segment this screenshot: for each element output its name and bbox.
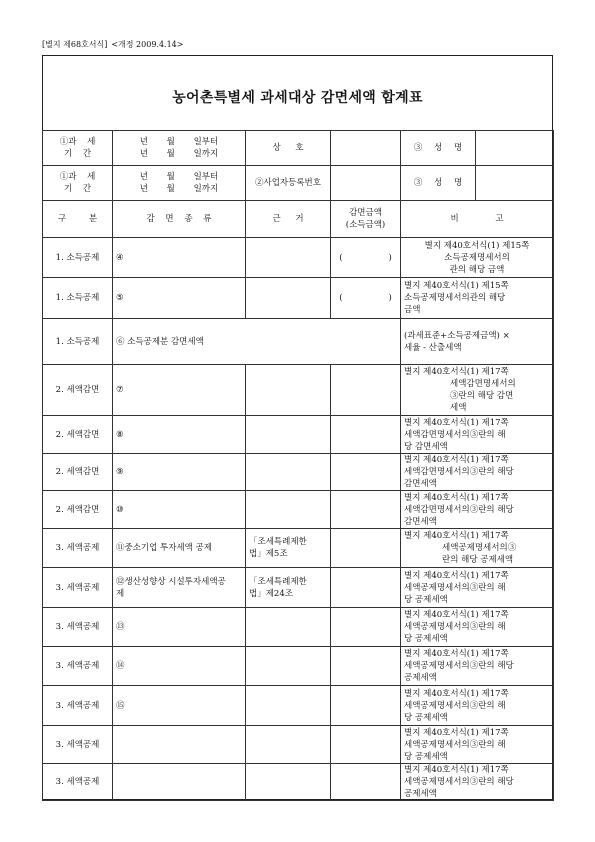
deduction-kind-cell	[113, 529, 246, 568]
revision-date: <개정 2009.4.14>	[111, 40, 184, 49]
remarks-line: 세액공제명세서의③란의 해	[404, 582, 506, 593]
legal-basis-label: 「조세특례제한	[249, 576, 307, 587]
legal-basis-cell	[246, 686, 331, 726]
legal-basis-cell	[246, 416, 331, 454]
amount-placeholder: ( )	[339, 293, 392, 303]
legal-basis-cell	[246, 764, 331, 801]
category-label: 2. 세액감면	[55, 504, 100, 515]
category-label: 1. 소득공제	[55, 336, 100, 347]
deduction-kind-label: 제	[116, 588, 125, 599]
table-row	[43, 238, 554, 278]
header-basis	[246, 201, 331, 238]
amount-cell	[331, 568, 401, 608]
deduction-kind-cell	[113, 319, 401, 365]
category-label: 1. 소득공제	[55, 252, 100, 263]
remarks-line: 감면세액	[404, 516, 437, 527]
table-row	[43, 454, 554, 491]
legal-basis-label: 법」제24조	[249, 588, 293, 599]
category-cell	[43, 764, 113, 801]
period-start: 년 월 일부터	[139, 172, 219, 182]
info-row	[43, 166, 554, 201]
remarks-line: 별지 제40호서식(1) 제17쪽	[404, 531, 509, 541]
deduction-kind-cell	[113, 608, 246, 647]
deduction-kind-label: ⑧	[116, 429, 124, 440]
amount-cell	[331, 529, 401, 568]
legal-basis-cell	[246, 529, 331, 568]
info-row	[43, 131, 554, 166]
header-amount-label: 감면금액	[349, 208, 382, 218]
remarks-line: 세액공제명세서의③란의 해당	[404, 661, 514, 671]
form-number-label	[42, 40, 183, 50]
remarks-line: 세율 - 산출세액	[404, 342, 462, 353]
tax-period-dates-cell	[113, 131, 246, 166]
remarks-cell	[401, 568, 554, 608]
category-label: 3. 세액공제	[55, 622, 100, 632]
amount-cell	[331, 726, 401, 764]
business-name-label: 상 호	[272, 143, 304, 153]
business-number-value-cell	[331, 166, 401, 201]
remarks-line: 세액공제명세서의③	[442, 543, 517, 553]
remarks-cell	[401, 365, 554, 416]
remarks-cell	[401, 319, 554, 365]
legal-basis-cell	[246, 278, 331, 319]
legal-basis-label: 법」제5조	[249, 549, 288, 559]
deduction-kind-label: ④	[116, 252, 124, 263]
amount-placeholder: ( )	[339, 252, 392, 263]
category-cell	[43, 238, 113, 278]
category-cell	[43, 568, 113, 608]
amount-cell	[331, 608, 401, 647]
category-cell	[43, 491, 113, 529]
category-label: 3. 세액공제	[55, 543, 100, 553]
category-label: 2. 세액감면	[55, 467, 100, 477]
header-remarks-label: 비 고	[450, 214, 504, 224]
name-label: ③ 성 명	[413, 178, 463, 188]
remarks-cell	[401, 647, 554, 686]
legal-basis-cell	[246, 647, 331, 686]
deduction-kind-label: ⑦	[116, 385, 124, 395]
category-label: 3. 세액공제	[55, 582, 100, 593]
period-end: 년 월 일까지	[139, 149, 219, 159]
remarks-cell	[401, 764, 554, 801]
page-title: 농어촌특별세 과세대상 감면세액 합계표	[172, 90, 423, 106]
tax-period-label-cell	[43, 131, 113, 166]
remarks-cell	[401, 608, 554, 647]
remarks-line: 세액감면명세서의③란의 해당	[404, 504, 514, 515]
category-label: 3. 세액공제	[55, 661, 100, 671]
table-row	[43, 365, 554, 416]
remarks-line: 별지 제40호서식(1) 제17쪽	[404, 765, 509, 775]
category-cell	[43, 454, 113, 491]
deduction-kind-cell	[113, 686, 246, 726]
table-row	[43, 647, 554, 686]
category-cell	[43, 319, 113, 365]
deduction-kind-cell	[113, 365, 246, 416]
period-start: 년 월 일부터	[139, 137, 219, 147]
remarks-line: 별지 제40호서식(1) 제17쪽	[404, 727, 509, 738]
remarks-cell	[401, 529, 554, 568]
deduction-kind-label: ⑨	[116, 467, 124, 477]
category-cell	[43, 647, 113, 686]
remarks-line: 세액감면명세서의③란의 해당	[404, 467, 514, 477]
header-basis-label: 근 거	[272, 214, 304, 224]
period-end: 년 월 일까지	[139, 184, 219, 194]
remarks-line: 당 공제세액	[404, 594, 448, 605]
table-row	[43, 416, 554, 454]
tax-period-label: ①과 세	[59, 137, 96, 147]
remarks-line: 세액공제명세서의③란의 해	[404, 739, 506, 750]
deduction-kind-label: ⑭	[116, 661, 125, 671]
remarks-line: 공제세액	[404, 673, 437, 683]
amount-cell	[331, 491, 401, 529]
remarks-line: 공제세액	[404, 789, 437, 799]
category-label: 3. 세액공제	[55, 777, 100, 787]
amount-cell	[331, 686, 401, 726]
remarks-line: 세액	[450, 403, 467, 413]
remarks-line: 별지 제40호서식(1) 제17쪽	[404, 455, 509, 465]
name-value-cell	[476, 131, 554, 166]
remarks-line: 별지 제40호서식(1) 제17쪽	[404, 367, 509, 377]
legal-basis-cell	[246, 238, 331, 278]
table-row	[43, 529, 554, 568]
deduction-kind-label: ⑩	[116, 504, 124, 515]
deduction-kind-cell	[113, 726, 246, 764]
remarks-cell	[401, 686, 554, 726]
category-label: 3. 세액공제	[55, 700, 100, 711]
remarks-line: 별지 제40호서식(1) 제17쪽	[404, 610, 509, 620]
deduction-kind-cell	[113, 568, 246, 608]
remarks-line: 세액공제명세서의③란의 해당	[404, 777, 514, 787]
remarks-line: 소득공제명세서의	[444, 252, 510, 263]
business-number-label: ②사업자등록번호	[255, 178, 321, 188]
legal-basis-label: 「조세특례제한	[249, 537, 307, 547]
legal-basis-cell	[246, 491, 331, 529]
amount-cell	[331, 416, 401, 454]
name-value-cell	[476, 166, 554, 201]
amount-cell	[331, 454, 401, 491]
deduction-kind-label: ⑬	[116, 622, 125, 632]
deduction-kind-label: ⑮	[116, 700, 125, 711]
deduction-kind-cell	[113, 454, 246, 491]
legal-basis-cell	[246, 568, 331, 608]
remarks-cell	[401, 726, 554, 764]
remarks-line: 당 공제세액	[404, 751, 448, 762]
remarks-line: 별지 제40호서식(1) 제15쪽	[404, 281, 509, 291]
category-cell	[43, 686, 113, 726]
legal-basis-cell	[246, 726, 331, 764]
form-number: [별지 제68호서식]	[42, 40, 108, 49]
remarks-cell	[401, 491, 554, 529]
remarks-line: 별지 제40호서식(1) 제17쪽	[404, 417, 509, 428]
deduction-kind-label: ⑪중소기업 투자세액 공제	[116, 543, 213, 553]
category-cell	[43, 365, 113, 416]
name-label-cell	[401, 131, 476, 166]
business-name-label-cell	[246, 131, 331, 166]
deduction-kind-label: ⑤	[116, 293, 124, 303]
business-name-value-cell	[331, 131, 401, 166]
tax-period-label: ①과 세	[59, 172, 96, 182]
remarks-line: 별지 제40호서식(1) 제17쪽	[404, 649, 509, 659]
remarks-line: 세액공제명세서의③란의 해	[404, 622, 506, 632]
legal-basis-cell	[246, 454, 331, 491]
remarks-line: 감면세액	[404, 479, 437, 489]
table-row	[43, 686, 554, 726]
header-remarks	[401, 201, 554, 238]
remarks-line: 별지 제40호서식(1) 제17쪽	[404, 492, 509, 503]
category-label: 2. 세액감면	[55, 429, 100, 440]
remarks-line: 란의 해당 공제세액	[442, 555, 514, 565]
category-label: 2. 세액감면	[55, 385, 100, 395]
deduction-kind-cell	[113, 491, 246, 529]
amount-cell	[331, 278, 401, 319]
remarks-line: ③란의 해당 감면	[450, 391, 514, 401]
remarks-line: 세액감면명세서의③란의 해	[404, 429, 506, 440]
remarks-line: 별지 제40호서식(1) 제17쪽	[404, 570, 509, 581]
deduction-kind-cell	[113, 238, 246, 278]
remarks-line: (과세표준+소득공제금액) ×	[404, 330, 510, 341]
header-category-label: 구 분	[57, 214, 98, 224]
table-row	[43, 726, 554, 764]
category-cell	[43, 726, 113, 764]
deduction-kind-cell	[113, 416, 246, 454]
remarks-line: 금액	[404, 305, 421, 315]
remarks-line: 당 감면세액	[404, 441, 448, 452]
table-row	[43, 278, 554, 319]
deduction-kind-label: ⑥ 소득공제분 감면세액	[116, 336, 204, 347]
remarks-line: 세액공제명세서의③란의 해	[404, 700, 506, 711]
category-cell	[43, 278, 113, 319]
header-kind-label: 감 면 종 류	[146, 214, 212, 224]
tax-period-label-cell	[43, 166, 113, 201]
category-label: 3. 세액공제	[55, 739, 100, 750]
remarks-line: 세액감면명세서의	[450, 379, 516, 389]
remarks-line: 당 공제세액	[404, 712, 448, 723]
remarks-line: 관의 해당 금액	[449, 264, 505, 275]
business-number-label-cell	[246, 166, 331, 201]
category-cell	[43, 529, 113, 568]
category-cell	[43, 608, 113, 647]
amount-cell	[331, 647, 401, 686]
summary-table	[42, 130, 554, 801]
header-amount	[331, 201, 401, 238]
column-header-row	[43, 201, 554, 238]
name-label: ③ 성 명	[413, 143, 463, 153]
table-row	[43, 491, 554, 529]
remarks-cell	[401, 238, 554, 278]
header-kind	[113, 201, 246, 238]
deduction-kind-cell	[113, 764, 246, 801]
remarks-cell	[401, 454, 554, 491]
remarks-cell	[401, 278, 554, 319]
amount-cell	[331, 365, 401, 416]
remarks-line: 당 공제세액	[404, 634, 448, 644]
deduction-kind-cell	[113, 278, 246, 319]
tax-period-label: 기 간	[63, 149, 92, 159]
name-label-cell	[401, 166, 476, 201]
table-row	[43, 608, 554, 647]
remarks-line: 별지 제40호서식(1) 제15쪽	[424, 240, 530, 251]
legal-basis-cell	[246, 608, 331, 647]
amount-cell	[331, 764, 401, 801]
remarks-line: 소득공제명세서의관의 해당	[404, 293, 506, 303]
remarks-cell	[401, 416, 554, 454]
tax-period-dates-cell	[113, 166, 246, 201]
legal-basis-cell	[246, 365, 331, 416]
table-row	[43, 764, 554, 801]
remarks-line: 별지 제40호서식(1) 제17쪽	[404, 688, 509, 699]
category-label: 1. 소득공제	[55, 293, 100, 303]
table-row	[43, 568, 554, 608]
deduction-kind-cell	[113, 647, 246, 686]
amount-cell	[331, 238, 401, 278]
header-amount-sublabel: (소득금액)	[345, 220, 386, 230]
header-category	[43, 201, 113, 238]
table-row	[43, 319, 554, 365]
deduction-kind-label: ⑫생산성향상 시설투자세액공	[116, 576, 226, 587]
category-cell	[43, 416, 113, 454]
tax-period-label: 기 간	[63, 184, 92, 194]
